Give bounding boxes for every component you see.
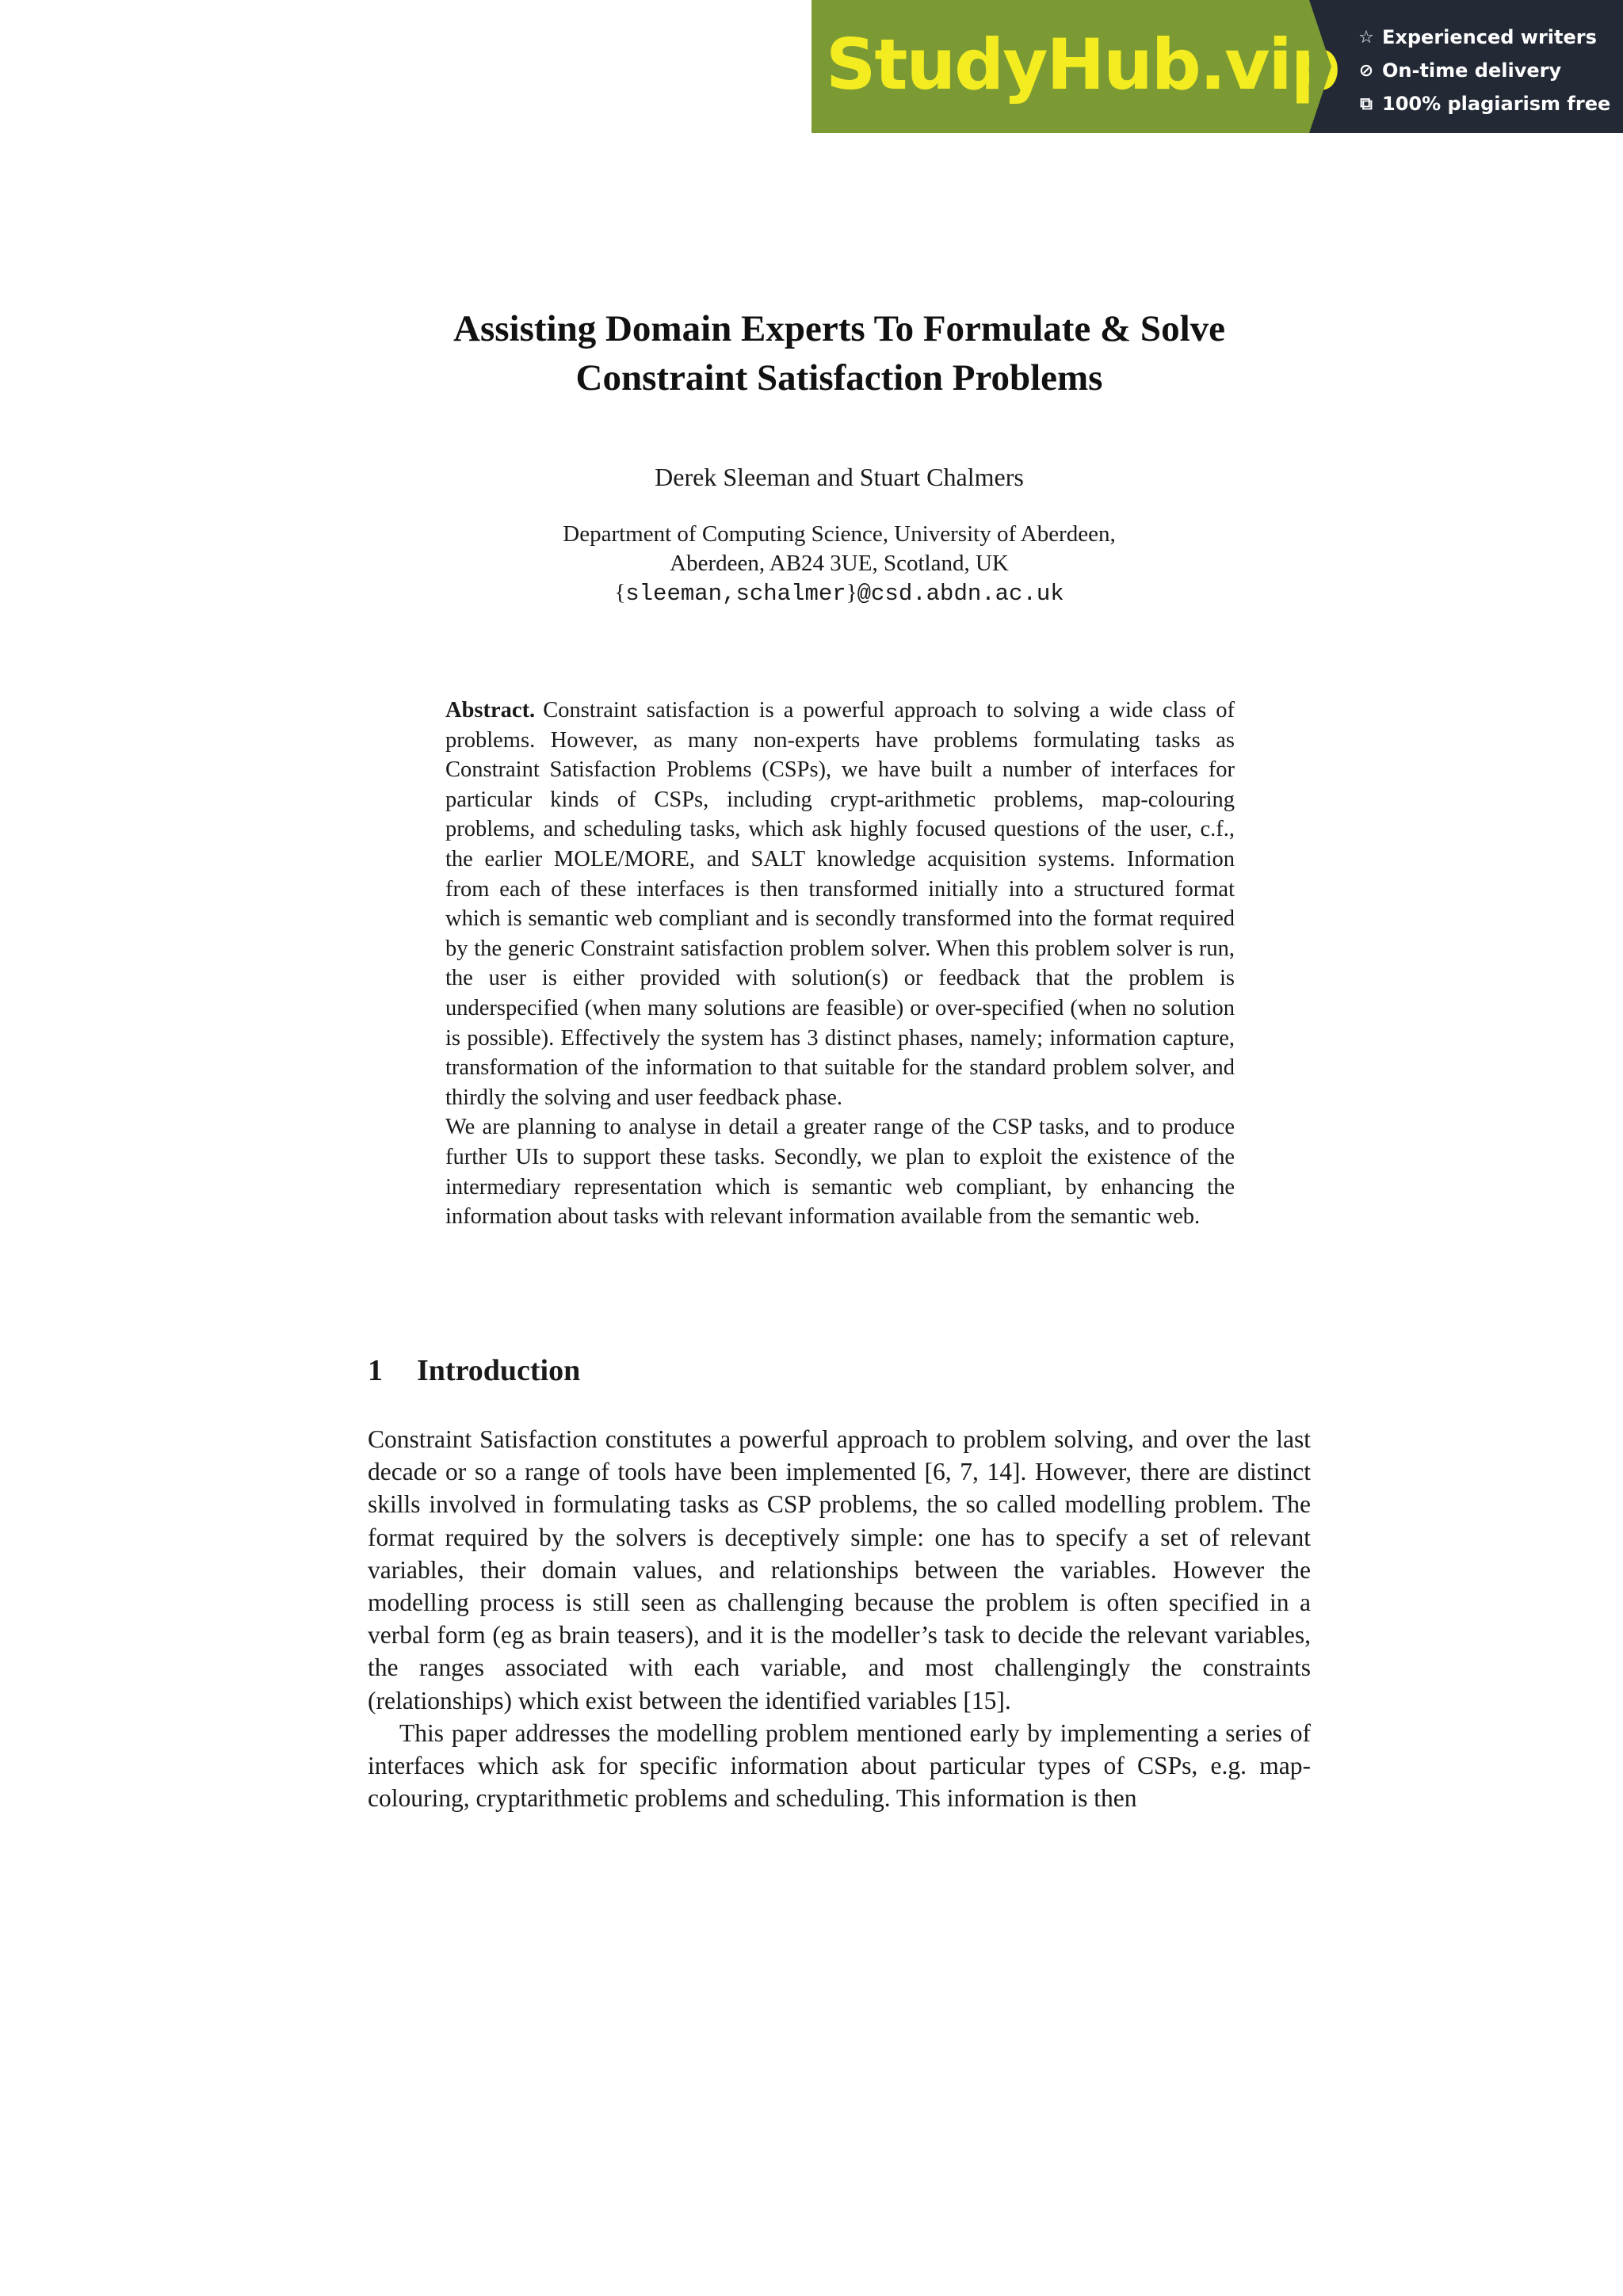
clock-icon: ⊘ [1358,60,1374,81]
paper-affiliation [0,520,1623,608]
feature-label: 100% plagiarism free [1382,93,1611,115]
intro-paragraph-1: Constraint Satisfaction constitutes a powerful approach to problem solving, and over the last decade or so a range of tools have been implemented [6, 7, 14]. However, there are distinct skills involved in formulating tasks as CSP problems, the so called modelling problem. The format required by the solvers is deceptively simple: one has to specify a set of relevant variables, their domain values, and relationships between the variables. However the modelling process is still seen as challenging because the problem is often specified in a verbal form (eg as brain teasers), and it is the modeller’s task to decide the relevant variables, the ranges associated with each variable, and most challengingly the constraints (relationships) which exist between the identified variables [15]. [368,1425,1311,1714]
feature-plagiarism-free [1355,87,1623,120]
email-domain: @csd.abdn.ac.uk [857,581,1064,607]
banner-features [1309,0,1623,133]
abstract-paragraph-1 [445,696,1235,1112]
affiliation-line-1: Department of Computing Science, University of Aberdeen, [563,521,1116,547]
section-number: 1 [368,1354,383,1387]
feature-experienced-writers [1355,21,1623,54]
star-outline-icon: ☆ [1358,27,1374,48]
paper-title-line-2: Constraint Satisfaction Problems [575,357,1103,399]
abstract-text-1: Constraint satisfaction is a powerful approach to solving a wide class of problems. However, as many non-experts have problems formulating tasks as Constraint Satisfaction Problems (CSPs), we have built a number of interfaces for particular kinds of CSPs, including crypt-arithmetic problems, map-colouring problems, and scheduling tasks, which ask highly focused questions of the user, c.f., the earlier MOLE/MORE, and SALT knowledge acquisition systems. Information from each of these interfaces is then transformed initially into a structured format which is semantic web compliant and is secondly transformed into the format required by the generic Constraint satisfaction problem solver. When this problem solver is run, the user is either provided with solution(s) or feedback that the problem is underspecified (when many solutions are feasible) or over-specified (when no solution is possible). Effectively the system has 3 distinct phases, namely; information capture, transformation of the information to that suitable for the standard problem solver, and thirdly the solving and user feedback phase. [445,698,1235,1110]
email-brace-open: { [614,580,626,605]
paper-title [0,304,1623,402]
abstract [445,696,1235,1232]
feature-on-time-delivery [1355,54,1623,87]
paper-title-line-1: Assisting Domain Experts To Formulate & Solve [453,308,1225,349]
introduction-body [368,1423,1311,1814]
section-title: Introduction [417,1354,581,1387]
ad-banner[interactable] [812,0,1623,133]
brand-logo-text: StudyHub.vip [826,24,1339,105]
abstract-label: Abstract. [445,698,536,723]
section-heading-introduction [368,1352,580,1390]
intro-paragraph-2: This paper addresses the modelling problem mentioned early by implementing a series of interfaces which ask for specific information about particular types of CSPs, e.g. map-colouring, cryptarithmetic problems and scheduling. This information is then [368,1718,1311,1813]
email-brace-close: } [846,580,857,605]
author-email [0,578,1623,608]
abstract-paragraph-2: We are planning to analyse in detail a greater range of the CSP tasks, and to produce further UIs to support these tasks. Secondly, we plan to exploit the existence of the intermediary representation which is semantic web compliant, by enhancing the information about tasks with relevant information available from the semantic web. [445,1115,1235,1230]
copy-icon: ⧉ [1360,93,1373,114]
banner-arrow-notch [1309,0,1331,133]
email-names: sleeman,schalmer [625,581,846,607]
paper-authors: Derek Sleeman and Stuart Chalmers [655,463,1024,491]
feature-label: Experienced writers [1382,26,1597,48]
affiliation-line-2: Aberdeen, AB24 3UE, Scotland, UK [670,551,1009,576]
brand-logo[interactable] [812,0,1339,133]
feature-label: On-time delivery [1382,59,1562,82]
